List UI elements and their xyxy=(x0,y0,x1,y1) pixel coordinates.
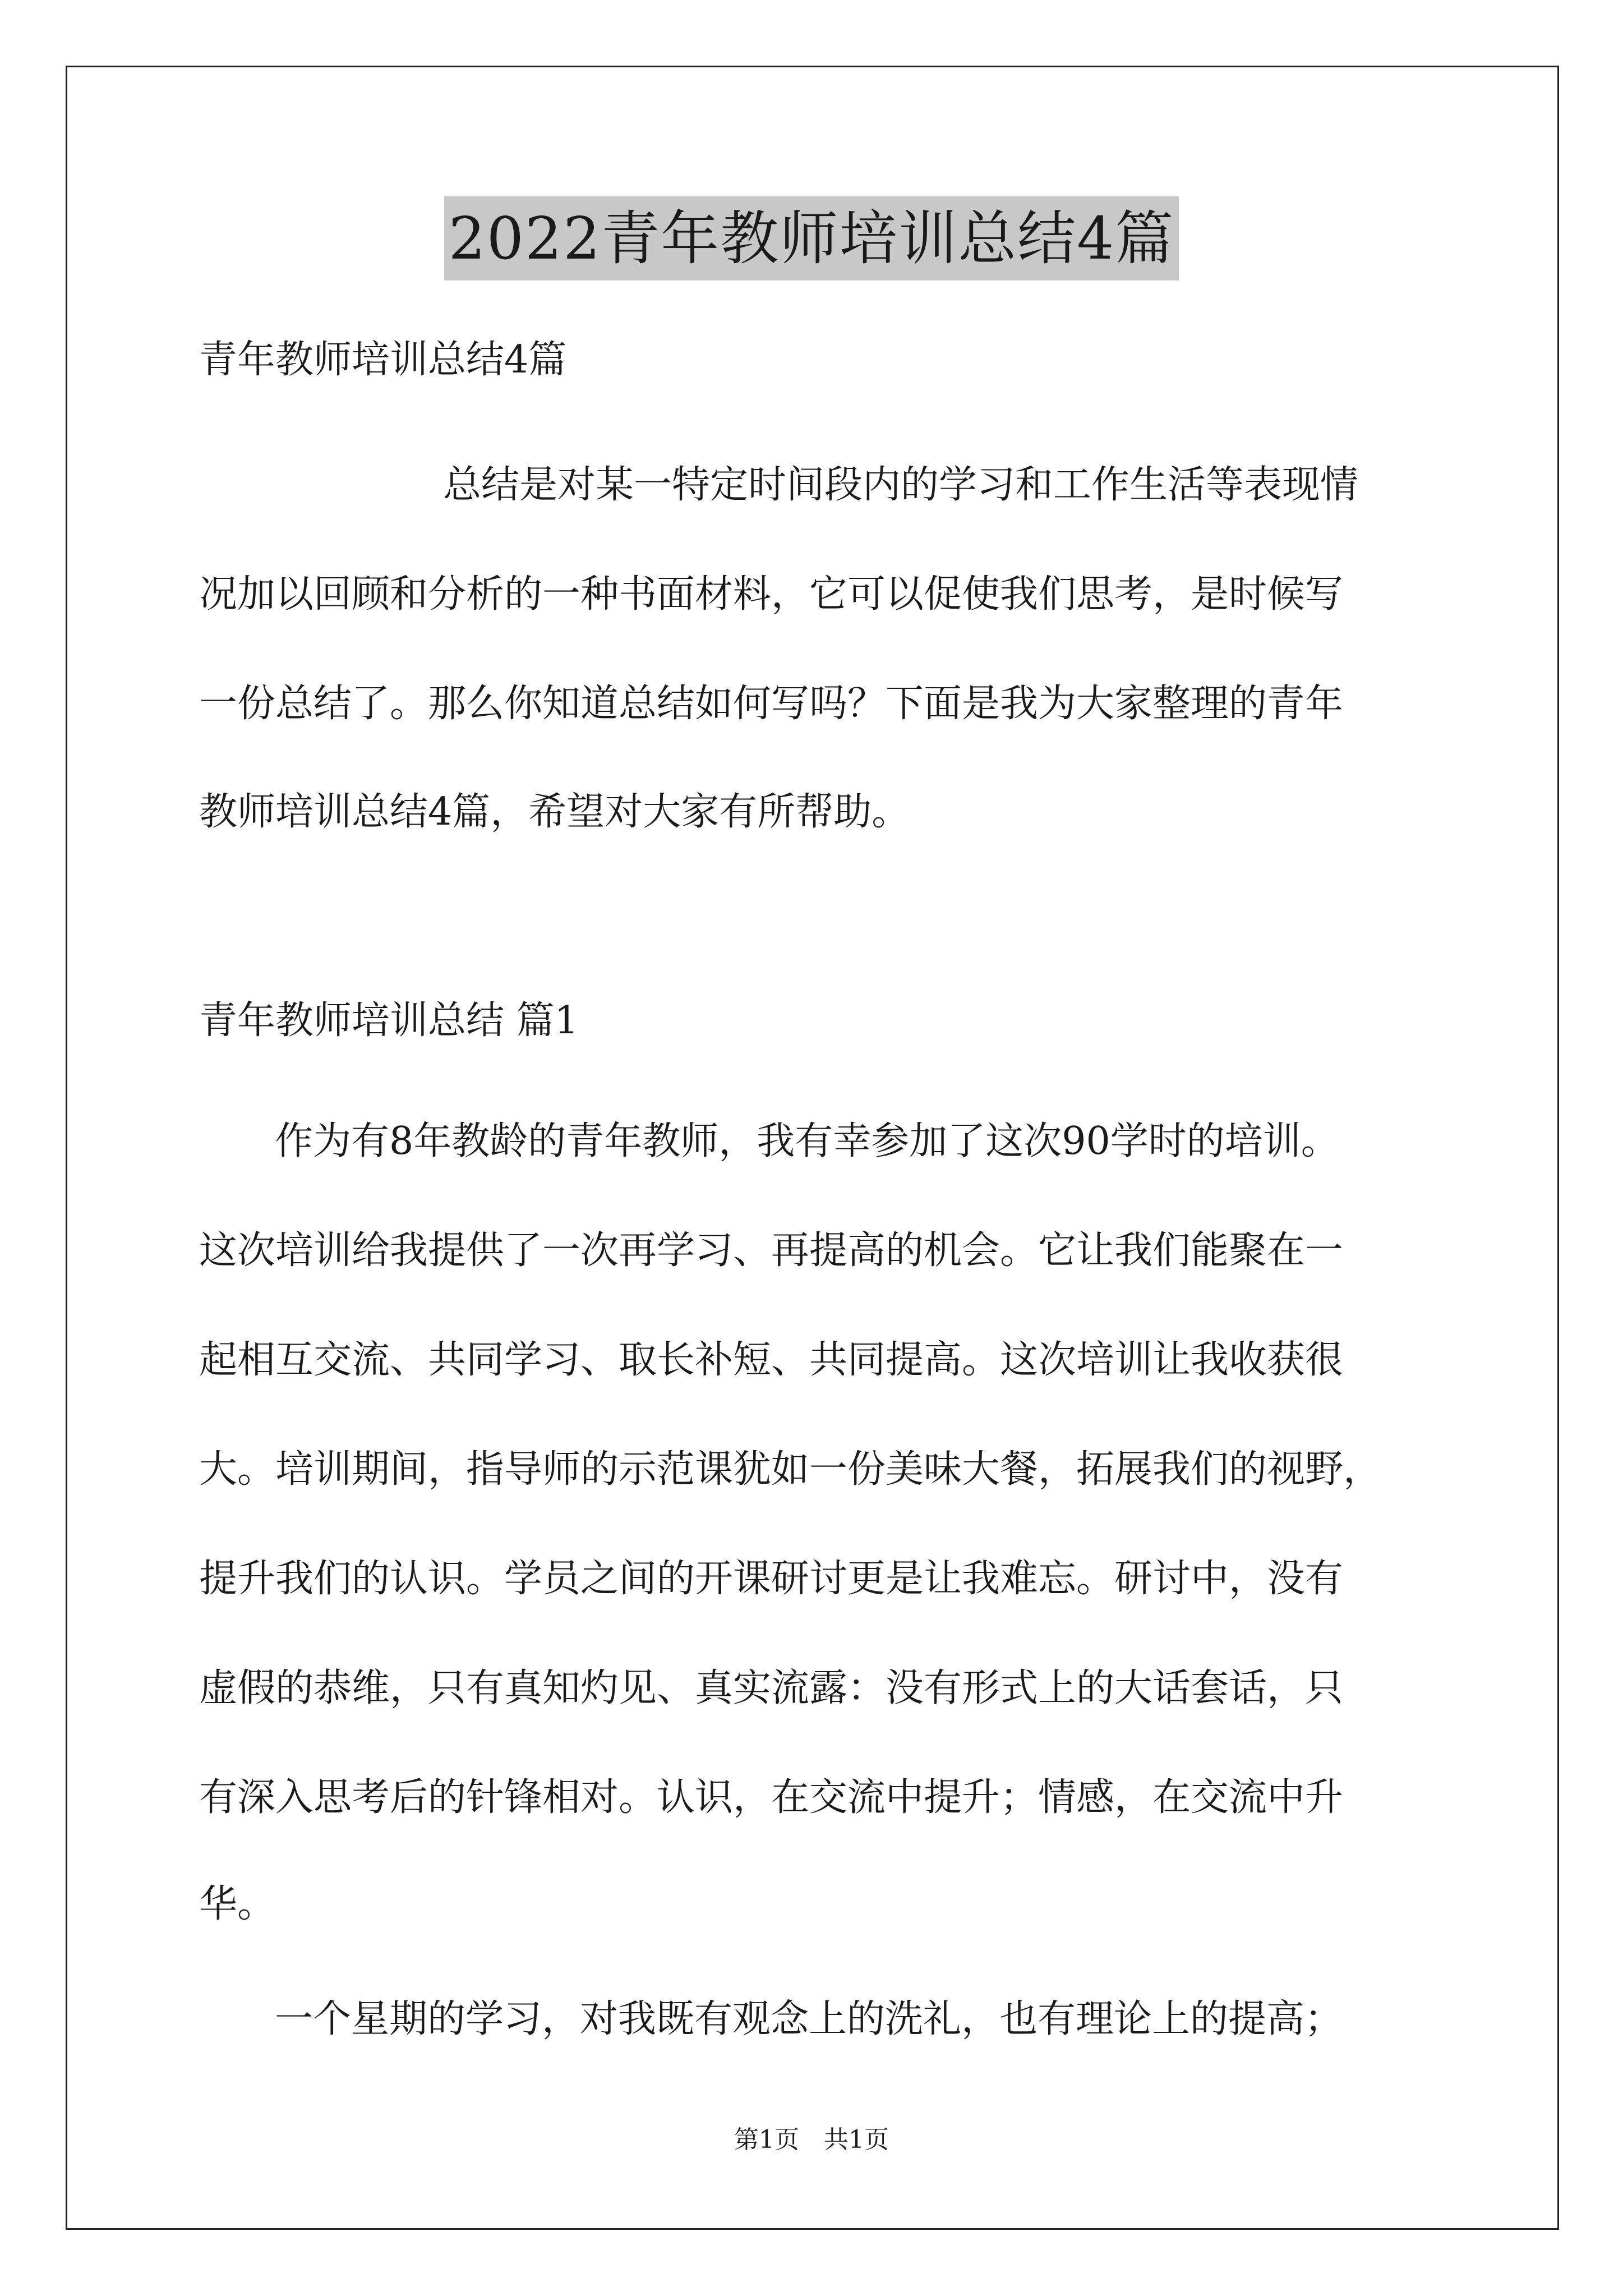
title-container xyxy=(0,196,1623,280)
body-line-7: 有深入思考后的针锋相对。认识，在交流中提升；情感，在交流中升 xyxy=(199,1775,1344,1820)
section-heading: 青年教师培训总结 篇1 xyxy=(199,999,579,1043)
subtitle-line: 青年教师培训总结4篇 xyxy=(199,338,567,382)
intro-line-1: 总结是对某一特定时间段内的学习和工作生活等表现情 xyxy=(443,463,1359,507)
intro-line-4: 教师培训总结4篇，希望对大家有所帮助。 xyxy=(199,790,910,834)
body-line-5: 提升我们的认识。学员之间的开课研讨更是让我难忘。研讨中，没有 xyxy=(199,1557,1344,1601)
page-footer: 第1页 共1页 xyxy=(734,2125,889,2154)
body-line-8: 华。 xyxy=(199,1882,276,1926)
body-line-2: 这次培训给我提供了一次再学习、再提高的机会。它让我们能聚在一 xyxy=(199,1228,1344,1273)
body-line-9: 一个星期的学习，对我既有观念上的洗礼，也有理论上的提高； xyxy=(275,1997,1343,2041)
intro-line-3: 一份总结了。那么你知道总结如何写吗？下面是我为大家整理的青年 xyxy=(199,682,1344,726)
body-line-6: 虚假的恭维，只有真知灼见、真实流露：没有形式上的大话套话，只 xyxy=(199,1666,1344,1710)
body-line-3: 起相互交流、共同学习、取长补短、共同提高。这次培训让我收获很 xyxy=(199,1338,1344,1382)
document-title: 2022青年教师培训总结4篇 xyxy=(444,196,1179,280)
body-line-4: 大。培训期间，指导师的示范课犹如一份美味大餐，拓展我们的视野， xyxy=(199,1447,1382,1492)
intro-line-2: 况加以回顾和分析的一种书面材料，它可以促使我们思考，是时候写 xyxy=(199,572,1344,616)
body-line-1: 作为有8年教龄的青年教师，我有幸参加了这次90学时的培训。 xyxy=(275,1119,1339,1163)
